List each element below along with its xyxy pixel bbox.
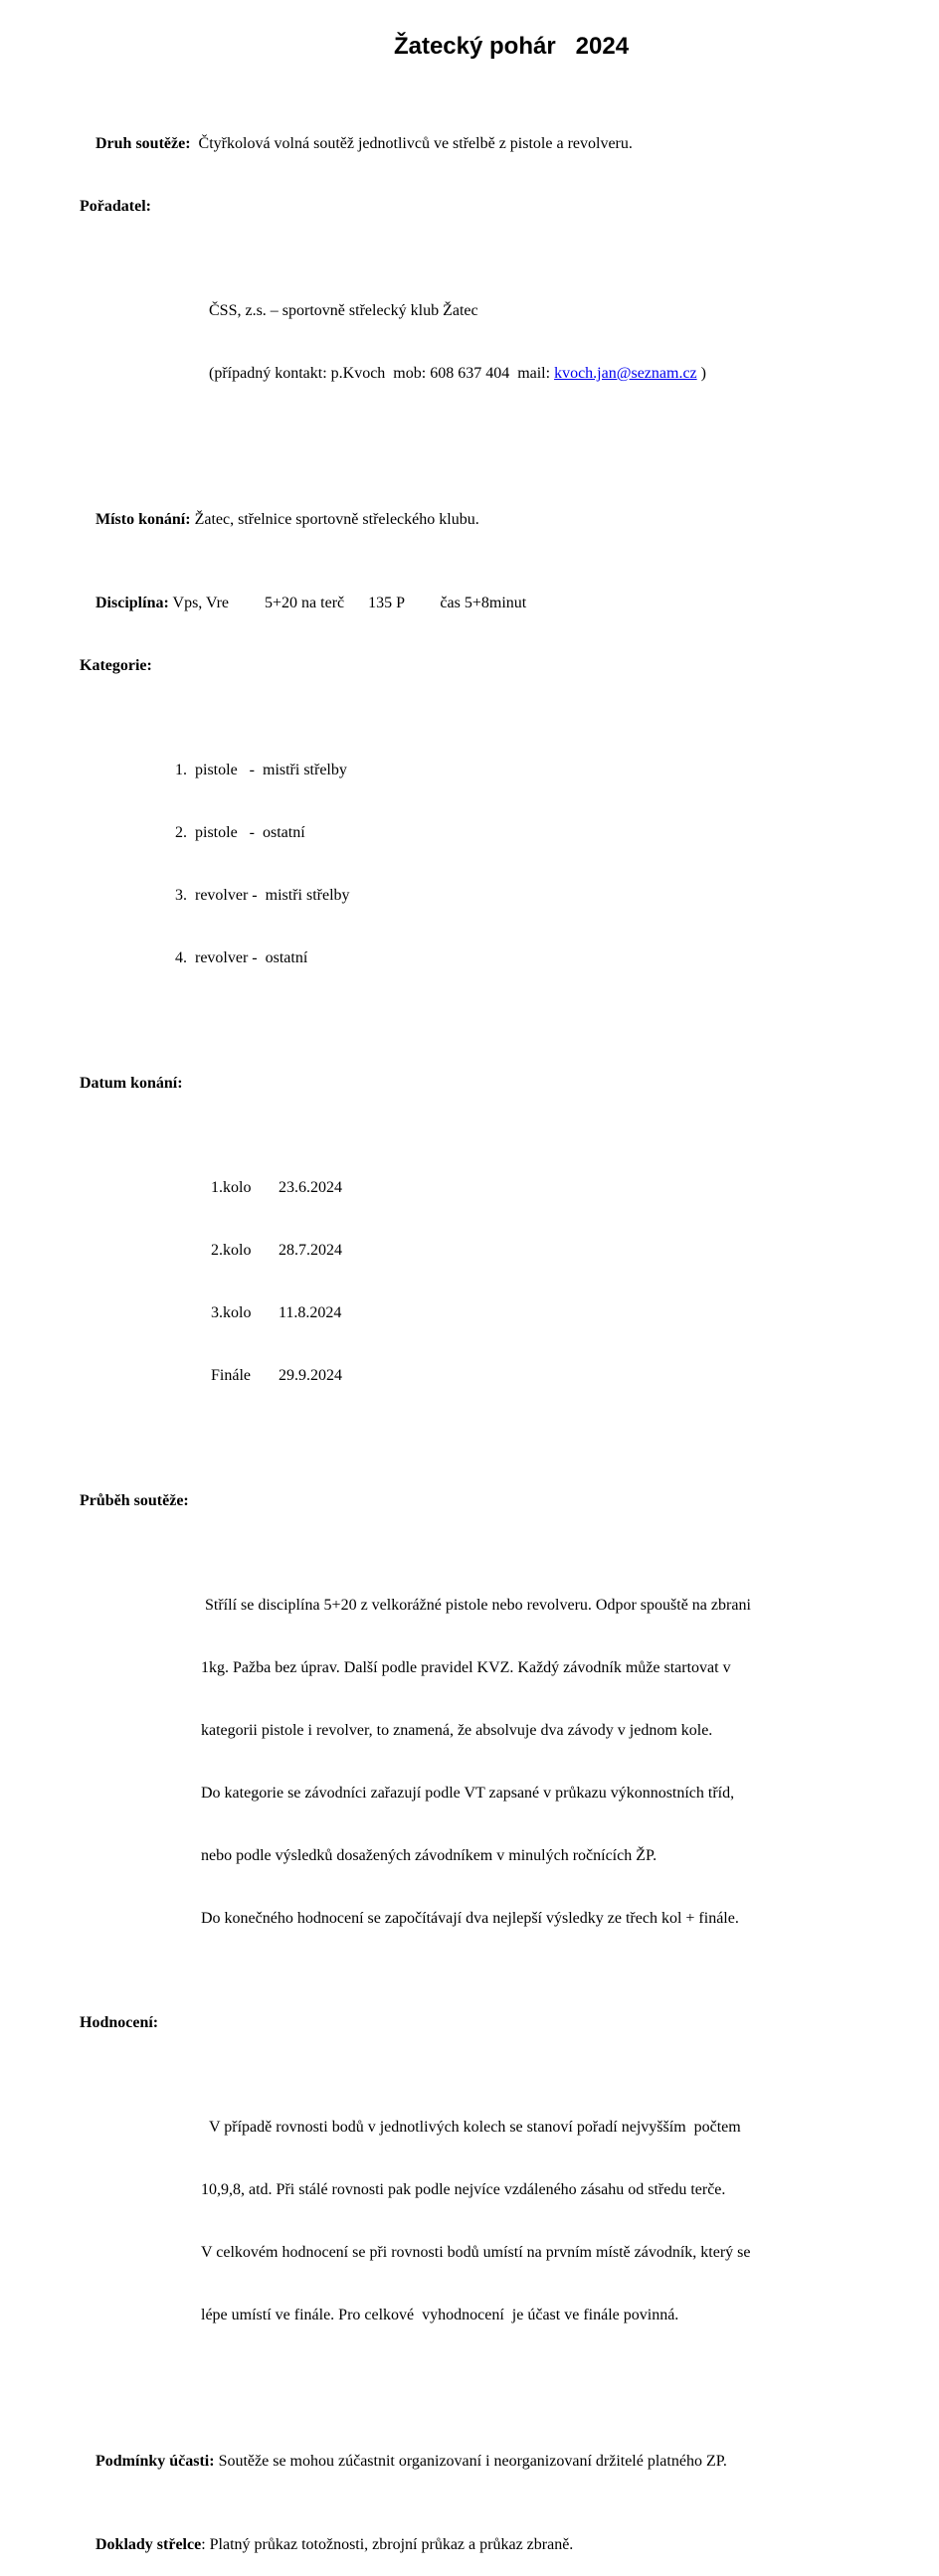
section-organizer <box>80 196 899 467</box>
scoring-line: 10,9,8, atd. Při stálé rovnosti pak podle nejvíce vzdáleného zásahu od středu terče. <box>201 2181 726 2198</box>
course-line: kategorii pistole i revolver, to znamená, že absolvuje dva závody v jednom kole. <box>201 1722 713 1739</box>
round-date: 11.8.2024 <box>279 1304 342 1321</box>
scoring-line: V případě rovnosti bodů v jednotlivých kolech se stanoví pořadí nejvyšším počtem <box>201 2119 741 2136</box>
organizer-label: Pořadatel: <box>80 198 151 215</box>
category-item: 3. revolver - mistři střelby <box>175 887 350 904</box>
document-title: Žatecký pohár 2024 <box>393 33 630 60</box>
section-discipline <box>80 572 899 634</box>
organizer-contact-prefix: (případný kontakt: p.Kvoch mob: 608 637 404 mail: <box>209 365 555 382</box>
section-scoring <box>80 2012 899 2409</box>
section-shooter-documents <box>80 2513 899 2576</box>
discipline-label: Disciplína: <box>95 595 169 611</box>
section-competition-course <box>80 1490 899 2012</box>
organizer-contact-line <box>209 363 899 384</box>
date-row <box>211 1240 899 1261</box>
scoring-line: V celkovém hodnocení se při rovnosti bodů umístí na prvním místě závodník, který se <box>201 2244 751 2261</box>
round-name: 3.kolo <box>211 1304 252 1321</box>
category-item: 1. pistole - mistři střelby <box>175 762 347 778</box>
scoring-line: lépe umístí ve finále. Pro celkové vyhodnocení je účast ve finále povinná. <box>201 2307 679 2323</box>
competition-course-label: Průběh soutěže: <box>80 1492 189 1509</box>
section-venue <box>80 488 899 551</box>
date-row <box>211 1365 899 1386</box>
categories-label: Kategorie: <box>80 657 152 674</box>
shooter-documents-label: Doklady střelce <box>95 2536 202 2553</box>
round-date: 28.7.2024 <box>279 1242 342 1259</box>
competition-course-text <box>201 1553 899 1971</box>
round-name: 1.kolo <box>211 1179 252 1196</box>
participation-conditions-label: Podmínky účasti: <box>95 2453 215 2470</box>
section-dates <box>80 1073 899 1469</box>
email-link[interactable]: kvoch.jan@seznam.cz <box>554 365 697 382</box>
course-line: Střílí se disciplína 5+20 z velkorážné pistole nebo revolveru. Odpor spouště na zbrani <box>201 1597 751 1614</box>
course-line: nebo podle výsledků dosažených závodníkem v minulých ročnících ŽP. <box>201 1847 657 1864</box>
category-item: 2. pistole - ostatní <box>175 824 305 841</box>
scoring-text <box>201 2075 899 2367</box>
round-date: 29.9.2024 <box>279 1367 342 1384</box>
section-participation-conditions <box>80 2430 899 2492</box>
course-line: 1kg. Pažba bez úprav. Další podle pravidel KVZ. Každý závodník může startovat v <box>201 1659 731 1676</box>
shooter-documents-text: : Platný průkaz totožnosti, zbrojní průkaz a průkaz zbraně. <box>201 2536 574 2553</box>
organizer-content <box>209 258 899 426</box>
categories-list <box>175 718 899 1010</box>
course-line: Do konečného hodnocení se započítávají dva nejlepší výsledky ze třech kol + finále. <box>201 1910 739 1927</box>
section-categories <box>80 655 899 1052</box>
discipline-text: Vps, Vre 5+20 na terč 135 P čas 5+8minut <box>168 595 527 611</box>
dates-label: Datum konání: <box>80 1075 183 1092</box>
dates-table <box>211 1135 899 1428</box>
organizer-club: ČSS, z.s. – sportovně střelecký klub Žatec <box>209 302 478 319</box>
venue-label: Místo konání: <box>95 511 191 528</box>
date-row <box>211 1302 899 1323</box>
organizer-contact-suffix: ) <box>696 365 706 382</box>
competition-type-text: Čtyřkolová volná soutěž jednotlivců ve střelbě z pistole a revolveru. <box>190 135 633 152</box>
round-name: 2.kolo <box>211 1242 252 1259</box>
round-date: 23.6.2024 <box>279 1179 342 1196</box>
course-line: Do kategorie se závodníci zařazují podle VT zapsané v průkazu výkonnostních tříd, <box>201 1785 735 1802</box>
venue-text: Žatec, střelnice sportovně střeleckého klubu. <box>190 511 479 528</box>
date-row <box>211 1177 899 1198</box>
competition-type-label: Druh soutěže: <box>95 135 191 152</box>
category-item: 4. revolver - ostatní <box>175 949 308 966</box>
round-name: Finále <box>211 1367 251 1384</box>
scoring-label: Hodnocení: <box>80 2014 159 2031</box>
section-competition-type <box>80 112 899 175</box>
participation-conditions-text: Soutěže se mohou zúčastnit organizovaní i neorganizovaní držitelé platného ZP. <box>214 2453 727 2470</box>
